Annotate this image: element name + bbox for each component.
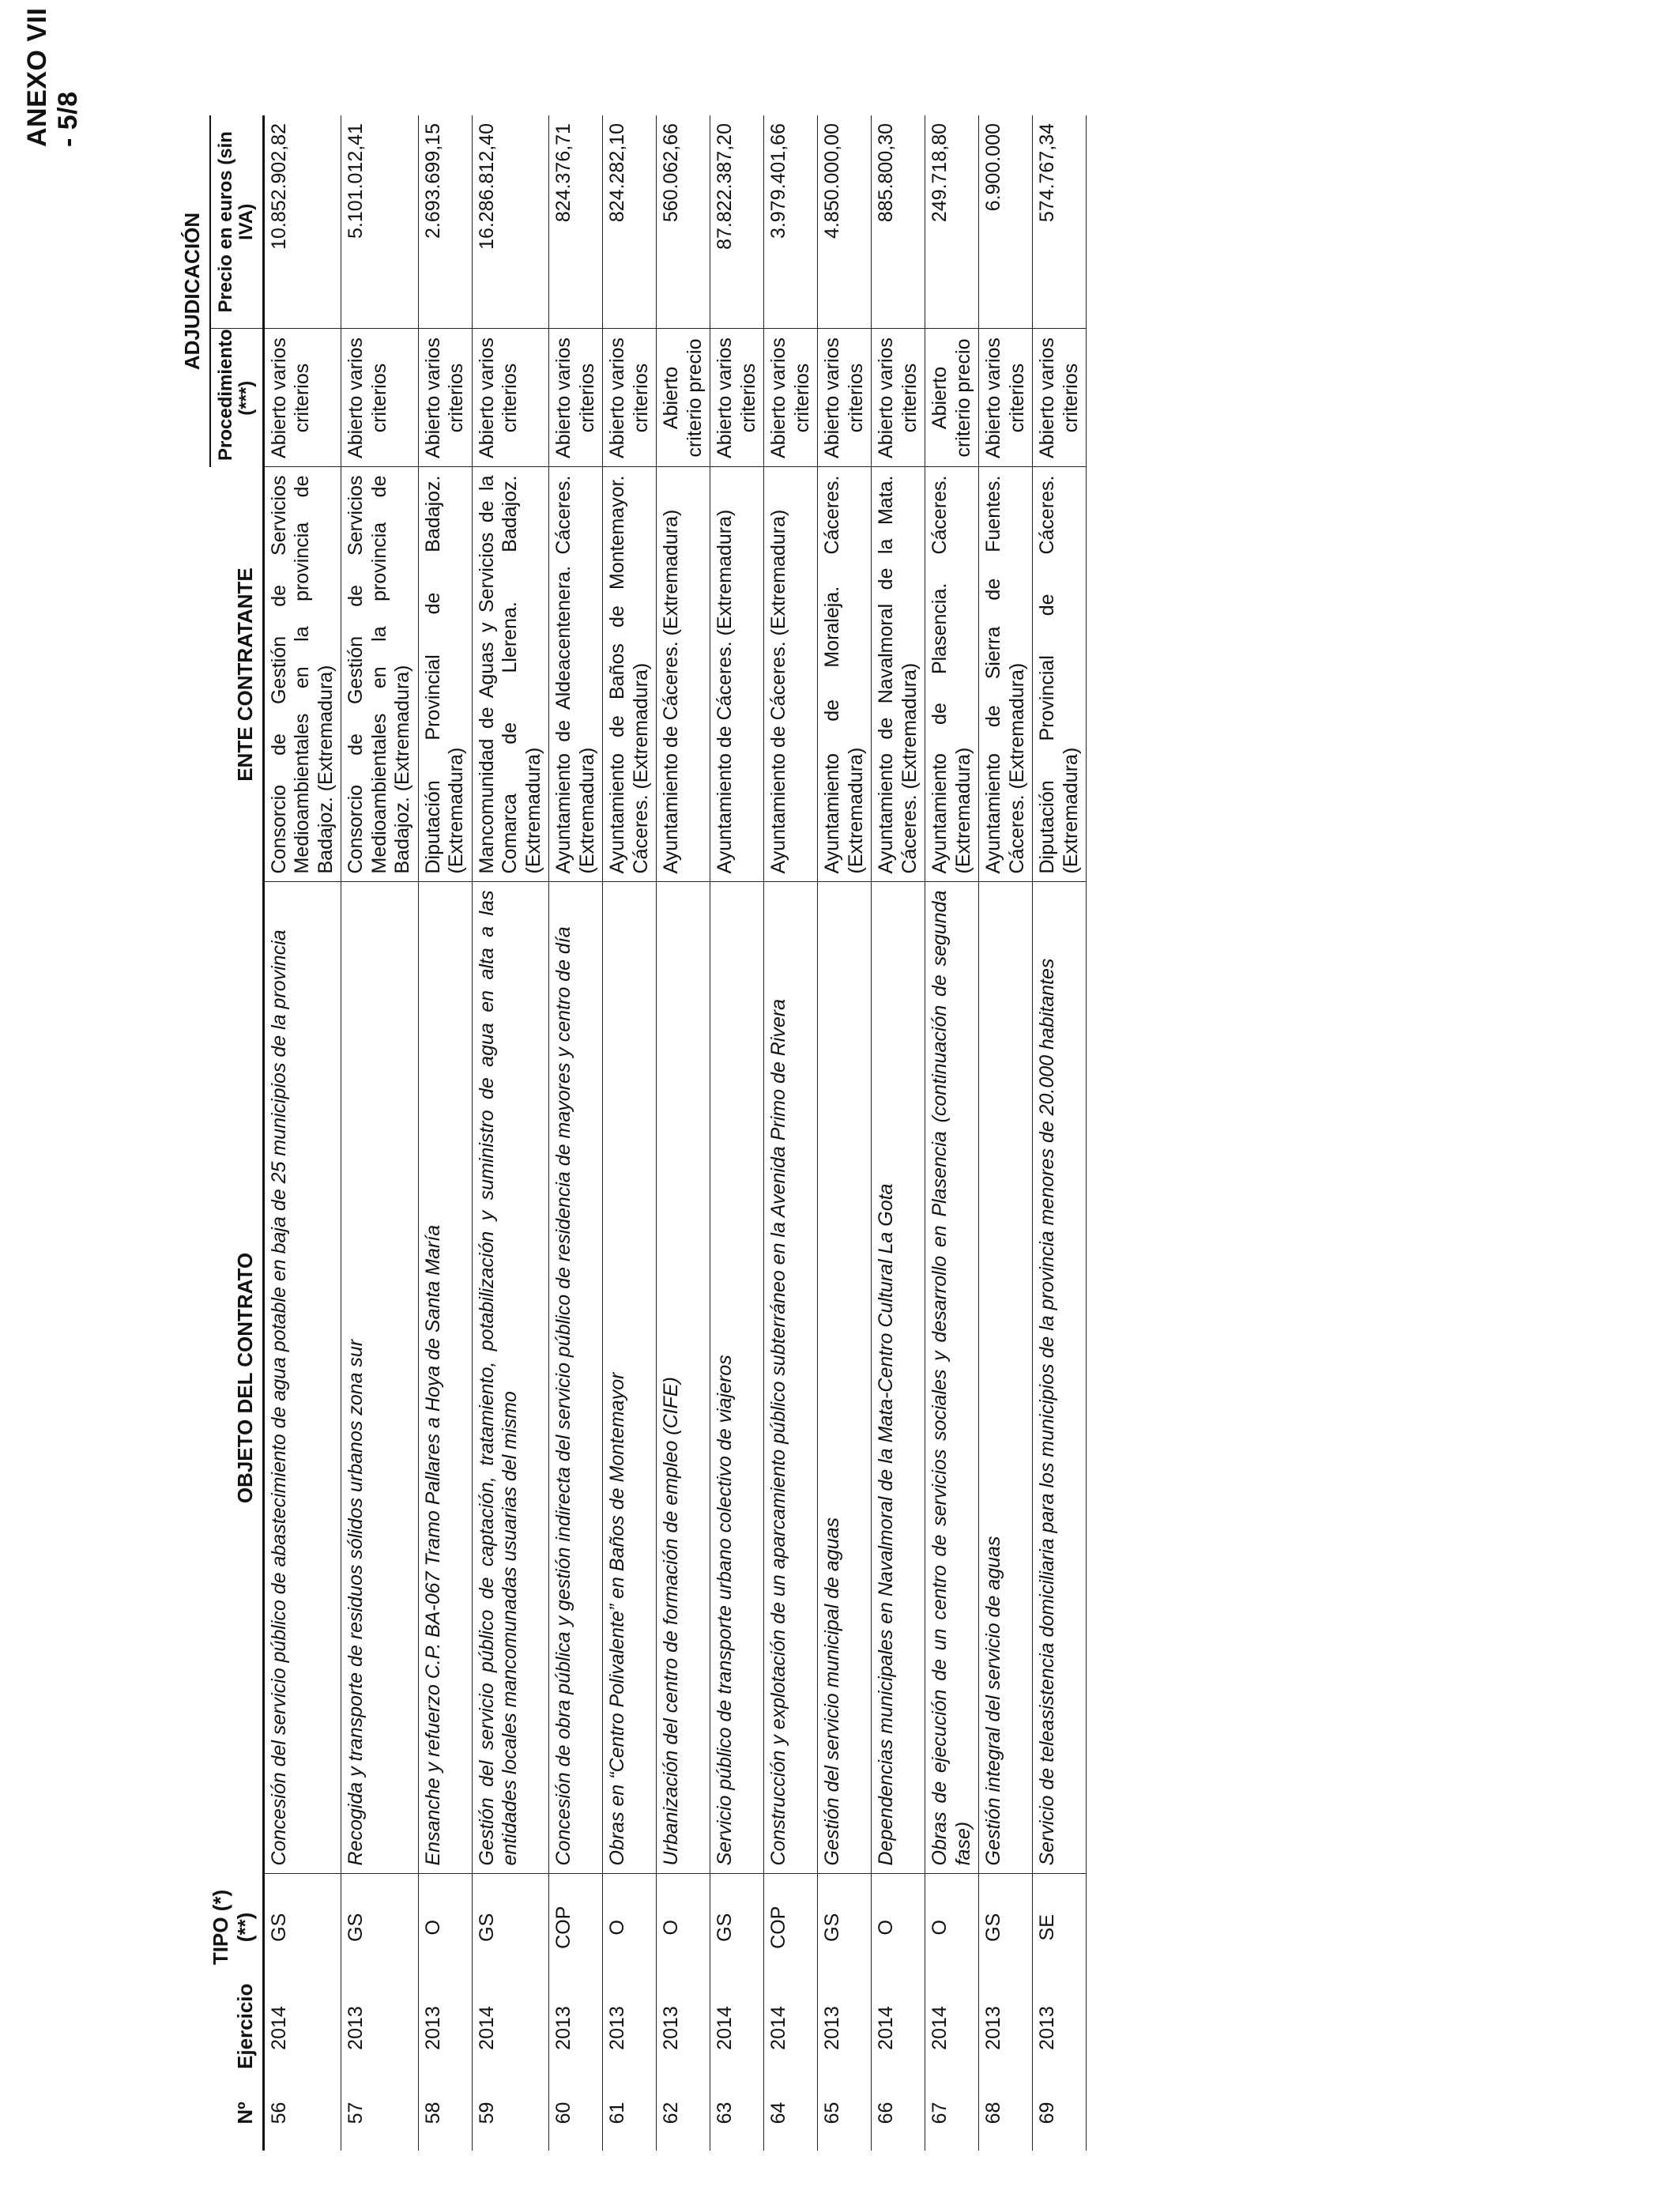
- row-price: 560.062,66: [657, 115, 710, 329]
- table-row: [764, 115, 818, 2151]
- header-num: Nº: [166, 2075, 263, 2151]
- row-year: 2014: [764, 1981, 818, 2075]
- header-procedure: Procedimiento (***): [210, 329, 263, 467]
- row-year: 2014: [472, 1981, 549, 2075]
- row-entity: Ayuntamiento de Plasencia. Cáceres. (Extremadura): [925, 467, 979, 882]
- row-entity: Mancomunidad de Aguas y Servicios de la Comarca de Llerena. Badajoz. (Extremadura): [472, 467, 549, 882]
- row-type: SE: [1033, 1874, 1087, 1981]
- table-row: [549, 115, 603, 2151]
- table-row: [872, 115, 925, 2151]
- row-price: 16.286.812,40: [472, 115, 549, 329]
- row-num: 66: [872, 2075, 925, 2151]
- table-row: [710, 115, 764, 2151]
- row-price: 10.852.902,82: [263, 115, 341, 329]
- row-type: GS: [263, 1874, 341, 1981]
- row-type: GS: [472, 1874, 549, 1981]
- row-procedure: Abierto varios criterios: [872, 329, 925, 467]
- row-entity: Diputación Provincial de Badajoz. (Extremadura): [418, 467, 472, 882]
- header-year: Ejercicio: [166, 1981, 263, 2075]
- row-entity: Consorcio de Gestión de Servicios Medioambientales en la provincia de Badajoz. (Extremadura): [341, 467, 419, 882]
- row-year: 2013: [549, 1981, 603, 2075]
- row-price: 824.376,71: [549, 115, 603, 329]
- annex-title: ANEXO VII - 5/8: [22, 7, 83, 147]
- row-entity: Ayuntamiento de Moraleja. Cáceres. (Extremadura): [818, 467, 872, 882]
- row-num: 60: [549, 2075, 603, 2151]
- row-procedure: Abierto varios criterios: [549, 329, 603, 467]
- table-row: [1033, 115, 1087, 2151]
- row-type: O: [657, 1874, 710, 1981]
- row-procedure: Abierto varios criterios: [263, 329, 341, 467]
- row-type: O: [925, 1874, 979, 1981]
- row-year: 2013: [418, 1981, 472, 2075]
- table-row: [341, 115, 419, 2151]
- row-price: 574.767,34: [1033, 115, 1087, 329]
- row-entity: Ayuntamiento de Aldeacentenera. Cáceres. (Extremadura): [549, 467, 603, 882]
- row-num: 69: [1033, 2075, 1087, 2151]
- row-entity: Ayuntamiento de Cáceres. (Extremadura): [764, 467, 818, 882]
- header-object: OBJETO DEL CONTRATO: [166, 882, 263, 1874]
- row-year: 2013: [603, 1981, 657, 2075]
- row-num: 59: [472, 2075, 549, 2151]
- row-price: 885.800,30: [872, 115, 925, 329]
- row-object: Obras en “Centro Polivalente” en Baños de Montemayor: [603, 882, 657, 1874]
- row-entity: Consorcio de Gestión de Servicios Medioambientales en la provincia de Badajoz. (Extremadura): [263, 467, 341, 882]
- table-row: [657, 115, 710, 2151]
- row-entity: Ayuntamiento de Baños de Montemayor. Cáceres. (Extremadura): [603, 467, 657, 882]
- row-procedure: Abierto varios criterios: [764, 329, 818, 467]
- row-num: 63: [710, 2075, 764, 2151]
- row-price: 4.850.000,00: [818, 115, 872, 329]
- table-row: [979, 115, 1033, 2151]
- row-num: 58: [418, 2075, 472, 2151]
- row-entity: Ayuntamiento de Cáceres. (Extremadura): [657, 467, 710, 882]
- row-object: Gestión del servicio público de captación, tratamiento, potabilización y suministro de agua en alta a las entidades locales mancomunadas usuarias del mismo: [472, 882, 549, 1874]
- row-procedure: Abierto varios criterios: [710, 329, 764, 467]
- row-year: 2013: [341, 1981, 419, 2075]
- row-price: 5.101.012,41: [341, 115, 419, 329]
- row-num: 62: [657, 2075, 710, 2151]
- header-award: ADJUDICACIÓN: [166, 115, 210, 467]
- row-num: 56: [263, 2075, 341, 2151]
- header-price: Precio en euros (sin IVA): [210, 115, 263, 329]
- row-type: COP: [764, 1874, 818, 1981]
- row-type: O: [872, 1874, 925, 1981]
- table-row: [418, 115, 472, 2151]
- row-object: Servicio público de transporte urbano colectivo de viajeros: [710, 882, 764, 1874]
- row-procedure: Abierto criterio precio: [657, 329, 710, 467]
- row-num: 61: [603, 2075, 657, 2151]
- row-object: Ensanche y refuerzo C.P. BA-067 Tramo Pallares a Hoya de Santa María: [418, 882, 472, 1874]
- row-price: 87.822.387,20: [710, 115, 764, 329]
- row-procedure: Abierto varios criterios: [979, 329, 1033, 467]
- row-object: Obras de ejecución de un centro de servicios sociales y desarrollo en Plasencia (continuación de segunda fase): [925, 882, 979, 1874]
- row-procedure: Abierto varios criterios: [341, 329, 419, 467]
- row-entity: Diputación Provincial de Cáceres. (Extremadura): [1033, 467, 1087, 882]
- row-year: 2014: [263, 1981, 341, 2075]
- header-entity: ENTE CONTRATANTE: [166, 467, 263, 882]
- row-year: 2014: [925, 1981, 979, 2075]
- contracts-body: [263, 115, 1087, 2151]
- row-type: GS: [818, 1874, 872, 1981]
- row-procedure: Abierto varios criterios: [818, 329, 872, 467]
- contracts-table: [166, 115, 1087, 2151]
- row-object: Dependencias municipales en Navalmoral de la Mata-Centro Cultural La Gota: [872, 882, 925, 1874]
- row-num: 68: [979, 2075, 1033, 2151]
- row-procedure: Abierto varios criterios: [472, 329, 549, 467]
- row-object: Servicio de teleasistencia domiciliaria para los municipios de la provincia menores de 20.000 habitantes: [1033, 882, 1087, 1874]
- row-num: 65: [818, 2075, 872, 2151]
- row-object: Gestión del servicio municipal de aguas: [818, 882, 872, 1874]
- row-price: 824.282,10: [603, 115, 657, 329]
- row-year: 2013: [979, 1981, 1033, 2075]
- row-year: 2013: [1033, 1981, 1087, 2075]
- row-object: Concesión de obra pública y gestión indirecta del servicio público de residencia de mayores y centro de día: [549, 882, 603, 1874]
- row-procedure: Abierto varios criterios: [418, 329, 472, 467]
- row-price: 249.718,80: [925, 115, 979, 329]
- row-type: GS: [341, 1874, 419, 1981]
- row-object: Concesión del servicio público de abastecimiento de agua potable en baja de 25 municipios de la provincia: [263, 882, 341, 1874]
- table-row: [472, 115, 549, 2151]
- row-num: 57: [341, 2075, 419, 2151]
- row-object: Gestión integral del servicio de aguas: [979, 882, 1033, 1874]
- row-year: 2014: [710, 1981, 764, 2075]
- row-type: O: [418, 1874, 472, 1981]
- row-entity: Ayuntamiento de Cáceres. (Extremadura): [710, 467, 764, 882]
- table-row: [603, 115, 657, 2151]
- row-year: 2013: [818, 1981, 872, 2075]
- row-object: Construcción y explotación de un aparcamiento público subterráneo en la Avenida Primo de Rivera: [764, 882, 818, 1874]
- row-procedure: Abierto varios criterios: [603, 329, 657, 467]
- row-type: COP: [549, 1874, 603, 1981]
- row-entity: Ayuntamiento de Navalmoral de la Mata. Cáceres. (Extremadura): [872, 467, 925, 882]
- row-price: 3.979.401,66: [764, 115, 818, 329]
- row-price: 2.693.699,15: [418, 115, 472, 329]
- row-type: GS: [979, 1874, 1033, 1981]
- table-row: [263, 115, 341, 2151]
- row-object: Urbanización del centro de formación de empleo (CIFE): [657, 882, 710, 1874]
- row-type: GS: [710, 1874, 764, 1981]
- row-entity: Ayuntamiento de Sierra de Fuentes. Cáceres. (Extremadura): [979, 467, 1033, 882]
- table-row: [818, 115, 872, 2151]
- row-year: 2014: [872, 1981, 925, 2075]
- row-year: 2013: [657, 1981, 710, 2075]
- row-procedure: Abierto criterio precio: [925, 329, 979, 467]
- row-num: 67: [925, 2075, 979, 2151]
- row-type: O: [603, 1874, 657, 1981]
- row-procedure: Abierto varios criterios: [1033, 329, 1087, 467]
- table-row: [925, 115, 979, 2151]
- header-type: TIPO (*)(**): [166, 1874, 263, 1981]
- row-price: 6.900.000: [979, 115, 1033, 329]
- row-num: 64: [764, 2075, 818, 2151]
- row-object: Recogida y transporte de residuos sólidos urbanos zona sur: [341, 882, 419, 1874]
